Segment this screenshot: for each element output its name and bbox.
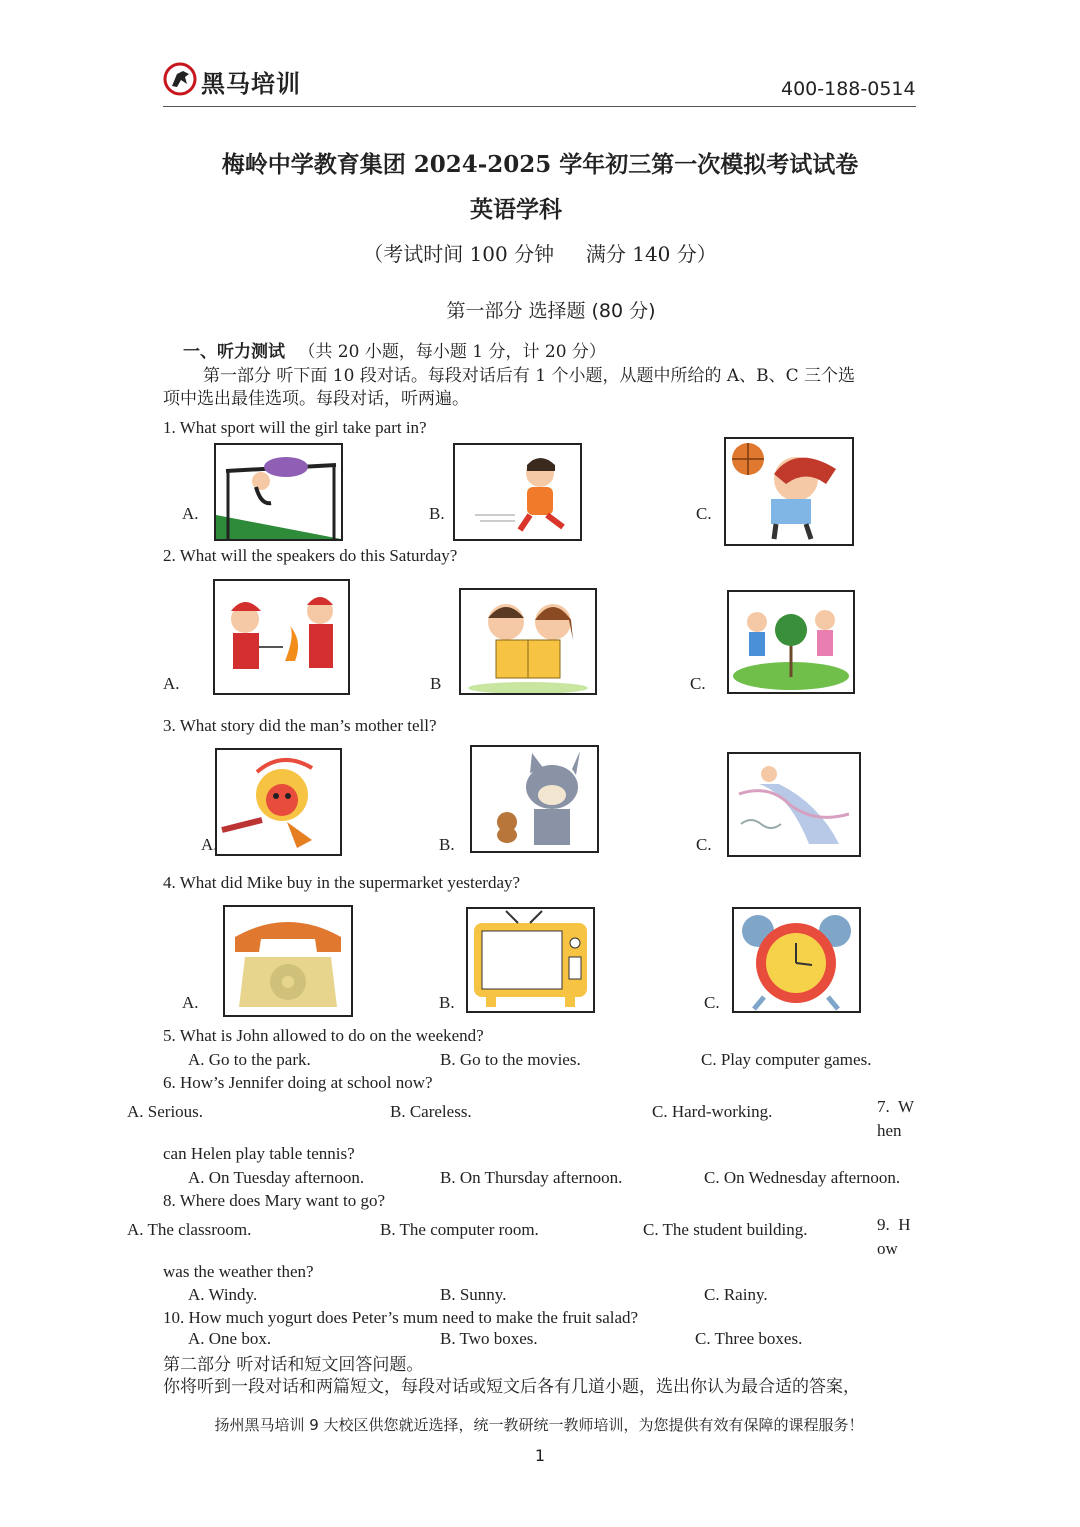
q8-option-a: A. The classroom. — [127, 1220, 252, 1239]
q4-television-image — [466, 907, 595, 1013]
q4-telephone-image — [223, 905, 353, 1017]
question-8: 8. Where does Mary want to go? — [163, 1191, 386, 1210]
q1-option-c-label: C. — [696, 504, 712, 523]
header-divider — [163, 106, 916, 107]
q7-option-c: C. On Wednesday afternoon. — [704, 1168, 901, 1187]
q7-number-part1: 7. W — [877, 1097, 914, 1116]
q9-option-a: A. Windy. — [188, 1285, 258, 1304]
q5-option-b: B. Go to the movies. — [440, 1050, 581, 1069]
q2-reading-image — [459, 588, 597, 695]
question-2: 2. What will the speakers do this Saturday? — [163, 546, 458, 565]
question-5: 5. What is John allowed to do on the weekend? — [163, 1026, 484, 1045]
q6-option-a: A. Serious. — [127, 1102, 204, 1121]
logo-text: 黑马培训 — [201, 70, 301, 98]
q8-option-b: B. The computer room. — [380, 1220, 539, 1239]
q1-long-jump-image — [453, 443, 582, 541]
part1-heading: 第一部分 选择题 (80 分) — [446, 300, 656, 322]
q4-alarm-clock-image — [732, 907, 861, 1013]
q4-option-a-label: A. — [182, 993, 199, 1012]
q1-basketball-image — [724, 437, 854, 546]
q2-planting-trees-image — [727, 590, 855, 694]
section1-note: （共 20 小题，每小题 1 分，计 20 分） — [298, 342, 606, 362]
q1-option-a-label: A. — [182, 504, 199, 523]
section1-instr-2: 项中选出最佳选项。每段对话，听两遍。 — [163, 389, 469, 409]
q6-option-c: C. Hard-working. — [652, 1102, 773, 1121]
q5-option-c: C. Play computer games. — [701, 1050, 872, 1069]
header-phone: 400-188-0514 — [781, 78, 916, 100]
q2-option-a-label: A. — [163, 674, 180, 693]
q7-option-b: B. On Thursday afternoon. — [440, 1168, 623, 1187]
q3-option-c-label: C. — [696, 835, 712, 854]
question-4: 4. What did Mike buy in the supermarket yesterday? — [163, 873, 521, 892]
q10-option-b: B. Two boxes. — [440, 1329, 538, 1348]
q2-firefighters-image — [213, 579, 350, 695]
question-3: 3. What story did the man’s mother tell? — [163, 716, 437, 735]
q6-option-b: B. Careless. — [390, 1102, 472, 1121]
horse-logo-icon — [163, 62, 197, 96]
q7-option-a: A. On Tuesday afternoon. — [188, 1168, 365, 1187]
section1-instr-1: 第一部分 听下面 10 段对话。每段对话后有 1 个小题，从题中所给的 A、B、C 三个选 — [203, 366, 856, 386]
part2-instructions: 你将听到一段对话和两篇短文，每段对话或短文后各有几道小题，选出你认为最合适的答案， — [163, 1377, 860, 1397]
q2-option-c-label: C. — [690, 674, 706, 693]
question-7: can Helen play table tennis? — [163, 1144, 355, 1163]
q7-number-part2: hen — [877, 1121, 902, 1140]
q1-option-b-label: B. — [429, 504, 445, 523]
subject-title: 英语学科 — [470, 196, 562, 223]
q3-change-image — [727, 752, 861, 857]
page-number: 1 — [534, 1446, 546, 1465]
q10-option-a: A. One box. — [188, 1329, 272, 1348]
q9-option-b: B. Sunny. — [440, 1285, 507, 1304]
q3-option-a-label: A. — [201, 835, 218, 854]
q9-number-part1: 9. H — [877, 1215, 911, 1234]
q3-option-b-label: B. — [439, 835, 455, 854]
q9-option-c: C. Rainy. — [704, 1285, 768, 1304]
q1-high-jump-image — [214, 443, 343, 541]
time-score: （考试时间 100 分钟 满分 140 分） — [363, 242, 717, 266]
q2-option-b-label: B — [430, 674, 442, 693]
q4-option-b-label: B. — [439, 993, 455, 1012]
question-9: was the weather then? — [163, 1262, 314, 1281]
section1-heading — [183, 337, 606, 362]
q4-option-c-label: C. — [704, 993, 720, 1012]
q5-option-a: A. Go to the park. — [188, 1050, 311, 1069]
footer-slogan: 扬州黑马培训 9 大校区供您就近选择，统一教研统一教师培训，为您提供有效有保障的课程服务！ — [214, 1416, 864, 1434]
exam-title: 梅岭中学教育集团 2024-2025 学年初三第一次模拟考试试卷 — [221, 151, 859, 178]
question-10: 10. How much yogurt does Peter’s mum need to make the fruit salad? — [163, 1308, 639, 1327]
q9-number-part2: ow — [877, 1239, 898, 1258]
q8-option-c: C. The student building. — [643, 1220, 808, 1239]
question-1: 1. What sport will the girl take part in? — [163, 418, 427, 437]
q10-option-c: C. Three boxes. — [695, 1329, 803, 1348]
part2-heading: 第二部分 听对话和短文回答问题。 — [163, 1355, 424, 1375]
question-6: 6. How’s Jennifer doing at school now? — [163, 1073, 433, 1092]
q3-tom-and-jerry-image — [470, 745, 599, 853]
q3-monkey-king-image — [215, 748, 342, 856]
section1-title: 一、听力测试 — [183, 342, 285, 362]
